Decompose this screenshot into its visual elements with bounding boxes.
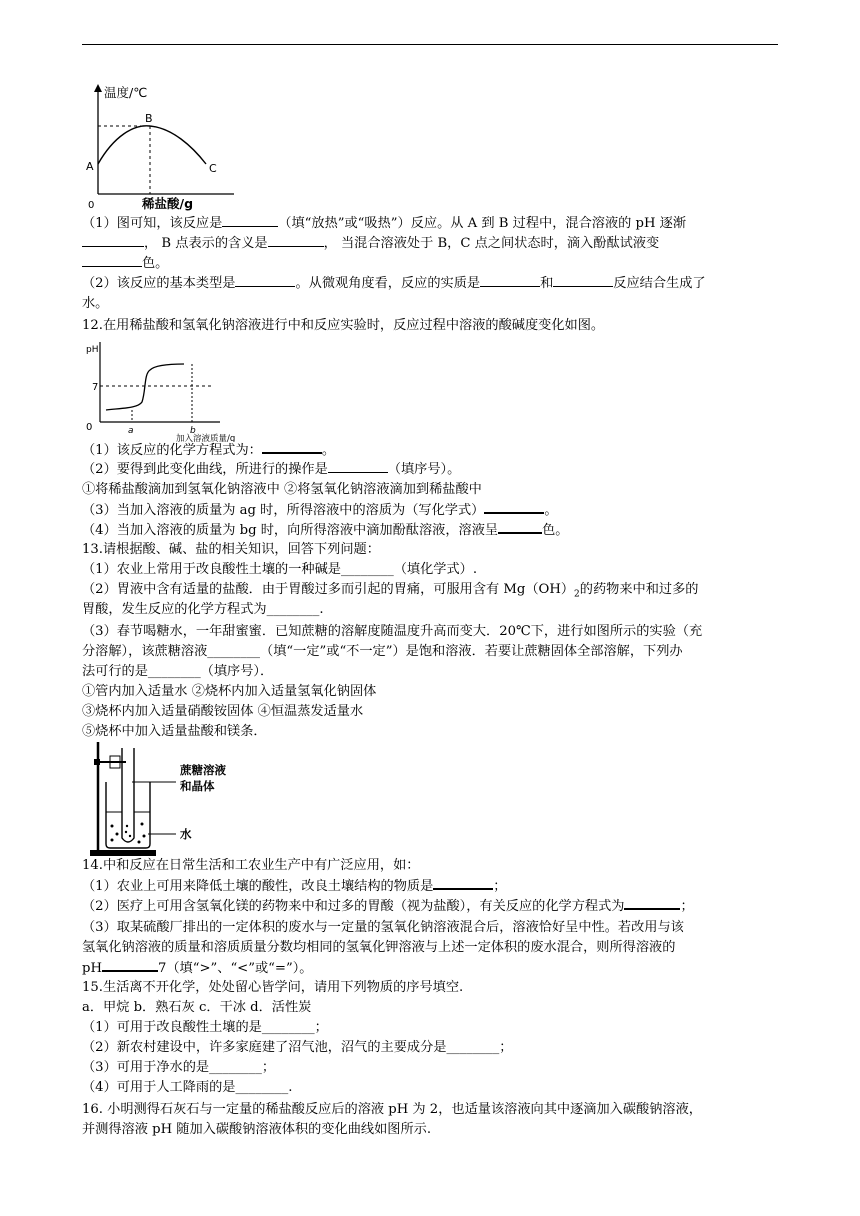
fig3-label-sucrose: 蔗糖溶液 — [180, 763, 226, 777]
q13-2a: （2）胃液中含有适量的盐酸．由于胃酸过多而引起的胃痛，可服用含有 $Mg(OH)_2$的药物来中和过多的 — [82, 582, 699, 600]
q14-3a: （3）取某硫酸厂排出的一定体积的废水与一定量的氢氧化钠溶液混合后，溶液恰好呈中性。若改用与该 — [82, 920, 684, 935]
fig2-mark-b: b — [190, 426, 196, 436]
q15-2: （2）新农村建设中，许多家庭建了沼气池，沼气的主要成分是________； — [82, 1040, 513, 1055]
fig1-origin: 0 — [88, 200, 95, 211]
q15-stem: 15.生活离不开化学，处处留心皆学问，请用下列物质的序号填空. — [82, 980, 464, 995]
fig3-label-water: 水 — [180, 827, 192, 841]
q14-1: （1）农业上可用来降低土壤的酸性，改良土壤结构的物质是 ； — [82, 876, 506, 896]
q16-line2: 并测得溶液 pH 随加入碳酸钠溶液体积的变化曲线如图所示. — [82, 1122, 432, 1137]
q12-1: （1）该反应的化学方程式为： 。 — [82, 440, 335, 460]
q12-3: （3）当加入溶液的质量为 ag 时，所得溶液中的溶质为（写化学式） 。 — [82, 500, 558, 520]
q15-options: a．甲烷 b．熟石灰 c．干冰 d．活性炭 — [82, 1000, 312, 1015]
fig1-xlabel: 稀盐酸/g — [142, 196, 194, 211]
ph-curve-figure — [84, 338, 264, 442]
q11-line5: 水。 — [82, 296, 109, 311]
fig2-xlabel: 加入溶液质量/g — [176, 434, 236, 442]
apparatus-figure — [84, 738, 254, 858]
q14-3c: pH 7（填“>”、“<”或“=”）。 — [82, 958, 312, 978]
q14-stem: 14.中和反应在日常生活和工农业生产中有广泛应用，如： — [82, 858, 420, 873]
fig1-point-b: B — [145, 112, 153, 125]
q13-1: （1）农业上常用于改良酸性土壤的一种碱是________（填化学式）. — [82, 562, 478, 577]
q14-3b: 氢氧化钠溶液的质量和溶质质量分数均相同的氢氧化钾溶液与上述一定体积的废水混合，则所得溶液的 — [82, 940, 676, 955]
q16-line1: 16. 小明测得石灰石与一定量的稀盐酸反应后的溶液 pH 为 2，也适量该溶液向其中逐滴加入碳酸钠溶液， — [82, 1102, 702, 1117]
fig2-origin: 0 — [86, 422, 93, 433]
q13-3a: （3）春节喝糖水，一年甜蜜蜜．已知蔗糖的溶解度随温度升高而变大．20℃下，进行如图所示的实验（充 — [82, 624, 703, 639]
q13-2b: 胃酸，发生反应的化学方程式为________. — [82, 602, 324, 617]
fig2-tick7: 7 — [92, 382, 99, 393]
q13-opt1: ①管内加入适量水 ②烧杯内加入适量氢氧化钠固体 — [82, 684, 377, 699]
q14-2: （2）医疗上可用含氢氧化镁的药物来中和过多的胃酸（视为盐酸），有关反应的化学方程式为 ； — [82, 896, 694, 916]
fig2-ylabel: pH — [86, 345, 99, 355]
q12-options: ①将稀盐酸滴加到氢氧化钠溶液中 ②将氢氧化钠溶液滴加到稀盐酸中 — [82, 482, 482, 497]
fig1-point-a: A — [86, 160, 94, 173]
q12-4: （4）当加入溶液的质量为 bg 时，向所得溶液中滴加酚酞溶液，溶液呈 色。 — [82, 520, 568, 540]
fig3-label-crystal: 和晶体 — [180, 779, 215, 793]
temperature-curve-figure — [84, 84, 244, 214]
q13-stem: 13.请根据酸、碱、盐的相关知识，回答下列问题： — [82, 542, 380, 557]
fig2-mark-a: a — [128, 426, 134, 436]
q13-3b: 分溶解），该蔗糖溶液________（填“一定”或“不一定”）是饱和溶液．若要让蔗糖固体全部溶解，下列办 — [82, 644, 683, 659]
header-rule — [82, 44, 778, 45]
q13-opt2: ③烧杯内加入适量硝酸铵固体 ④恒温蒸发适量水 — [82, 704, 364, 719]
q12-2: （2）要得到此变化曲线，所进行的操作是 （填序号）。 — [82, 462, 461, 477]
fig1-ylabel: 温度/℃ — [104, 85, 148, 100]
q11-line3: 色。 — [82, 254, 168, 273]
q13-3c: 法可行的是________（填序号）． — [82, 664, 274, 679]
q12-stem: 12.在用稀盐酸和氢氧化钠溶液进行中和反应实验时，反应过程中溶液的酸碱度变化如图。 — [82, 318, 605, 333]
q11-line1: （1）图可知，该反应是 （填“放热”或“吸热”）反应。从 A 到 B 过程中，混合溶液的 pH 逐渐 — [82, 216, 687, 231]
q15-1: （1）可用于改良酸性土壤的是________； — [82, 1020, 328, 1035]
q15-4: （4）可用于人工降雨的是________. — [82, 1080, 293, 1095]
fig1-point-c: C — [209, 162, 217, 175]
q15-3: （3）可用于净水的是________； — [82, 1060, 276, 1075]
q13-opt3: ⑤烧杯中加入适量盐酸和镁条． — [82, 724, 267, 739]
q11-line2: ， B 点表示的含义是 ， 当混合溶液处于 B，C 点之间状态时，滴入酚酞试液变 — [82, 234, 659, 253]
q11-line4: （2）该反应的基本类型是 。从微观角度看，反应的实质是 和 反应结合生成了 — [82, 276, 706, 291]
